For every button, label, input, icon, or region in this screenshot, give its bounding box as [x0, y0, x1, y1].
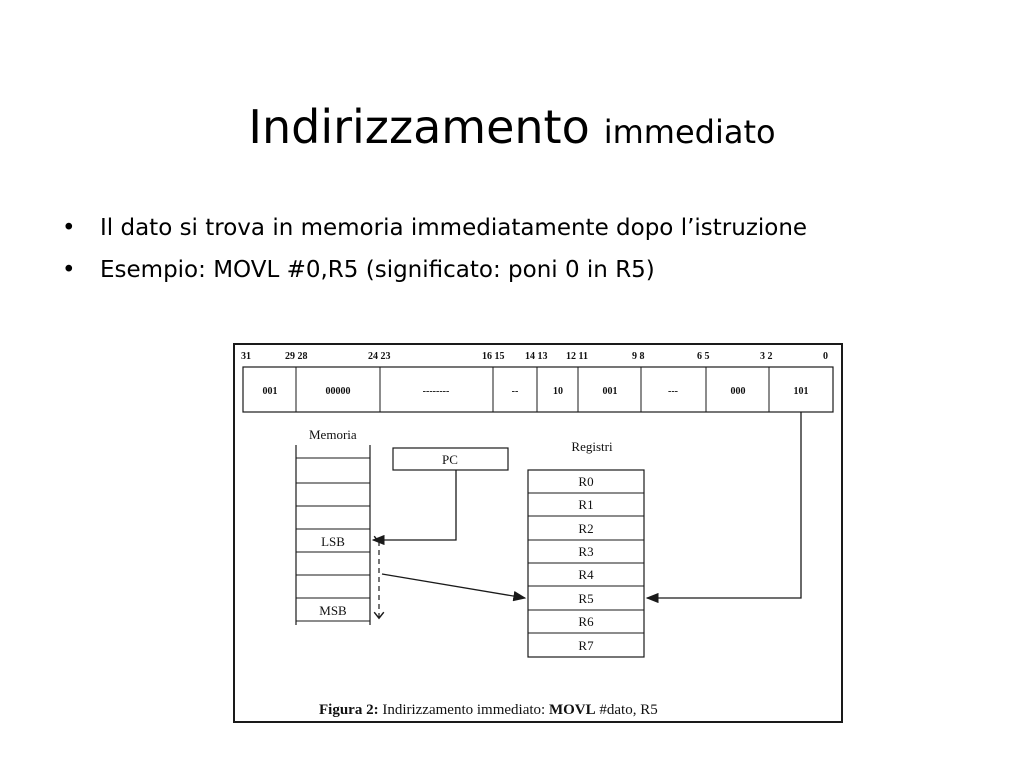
- bit-number: 3 2: [760, 351, 773, 362]
- bit-number: 14 13: [525, 351, 548, 362]
- pc-to-lsb-arrow: [373, 470, 456, 540]
- bit-number: 9 8: [632, 351, 645, 362]
- instruction-format: [243, 367, 833, 412]
- figure-svg: [235, 345, 841, 721]
- field-to-r5-arrow: [647, 412, 801, 598]
- instruction-field: --: [511, 386, 519, 397]
- memory-cell-msb: MSB: [319, 603, 347, 618]
- register-file: [528, 439, 644, 657]
- caption-bold: Figura 2:: [319, 702, 379, 718]
- bullet-text: Esempio: MOVL #0,R5 (significato: poni 0 in R5): [100, 257, 655, 283]
- bullet-item: [62, 249, 807, 291]
- register-label: R6: [578, 614, 594, 629]
- instruction-field: 000: [730, 386, 746, 397]
- pc-register: [393, 448, 508, 470]
- bit-number: 12 11: [566, 351, 588, 362]
- bullet-list: [62, 207, 807, 291]
- register-label: R7: [578, 638, 594, 653]
- addressing-figure: [233, 343, 843, 723]
- figure-caption: [319, 702, 658, 718]
- instruction-field: 101: [793, 386, 809, 397]
- register-label: R5: [578, 591, 594, 606]
- title-main: Indirizzamento: [248, 100, 590, 154]
- caption-rest: #dato, R5: [595, 702, 658, 718]
- bit-number: 6 5: [697, 351, 710, 362]
- bit-number-row: [241, 351, 828, 362]
- bit-number: 16 15: [482, 351, 505, 362]
- bit-number: 31: [241, 351, 251, 362]
- register-label: R1: [578, 497, 594, 512]
- register-label: R4: [578, 567, 594, 582]
- instruction-field: --------: [422, 386, 450, 397]
- register-label: R0: [578, 474, 594, 489]
- memory-label: Memoria: [309, 427, 357, 442]
- caption-text: Indirizzamento immediato:: [378, 702, 549, 718]
- bit-number: 24 23: [368, 351, 391, 362]
- bullet-text: Il dato si trova in memoria immediatamente dopo l’istruzione: [100, 215, 808, 241]
- instruction-field: 001: [602, 386, 618, 397]
- bullet-dot-icon: •: [62, 215, 76, 241]
- instruction-field: ---: [668, 386, 678, 397]
- instruction-field: 10: [553, 386, 563, 397]
- data-to-r5-arrow: [382, 574, 525, 598]
- registers-label: Registri: [571, 439, 613, 454]
- pc-label: PC: [442, 452, 458, 467]
- bullet-dot-icon: •: [62, 257, 76, 283]
- instruction-field: 001: [262, 386, 278, 397]
- bit-number: 29 28: [285, 351, 308, 362]
- instruction-field: 00000: [325, 386, 351, 397]
- register-label: R3: [578, 544, 594, 559]
- caption-instruction: MOVL: [548, 702, 596, 718]
- bit-number: 0: [823, 351, 828, 362]
- memory-column: [296, 427, 370, 625]
- slide-title: [0, 100, 1024, 154]
- title-sub: immediato: [603, 113, 776, 151]
- register-label: R2: [578, 521, 594, 536]
- bullet-item: [62, 207, 807, 249]
- memory-cell-lsb: LSB: [321, 534, 345, 549]
